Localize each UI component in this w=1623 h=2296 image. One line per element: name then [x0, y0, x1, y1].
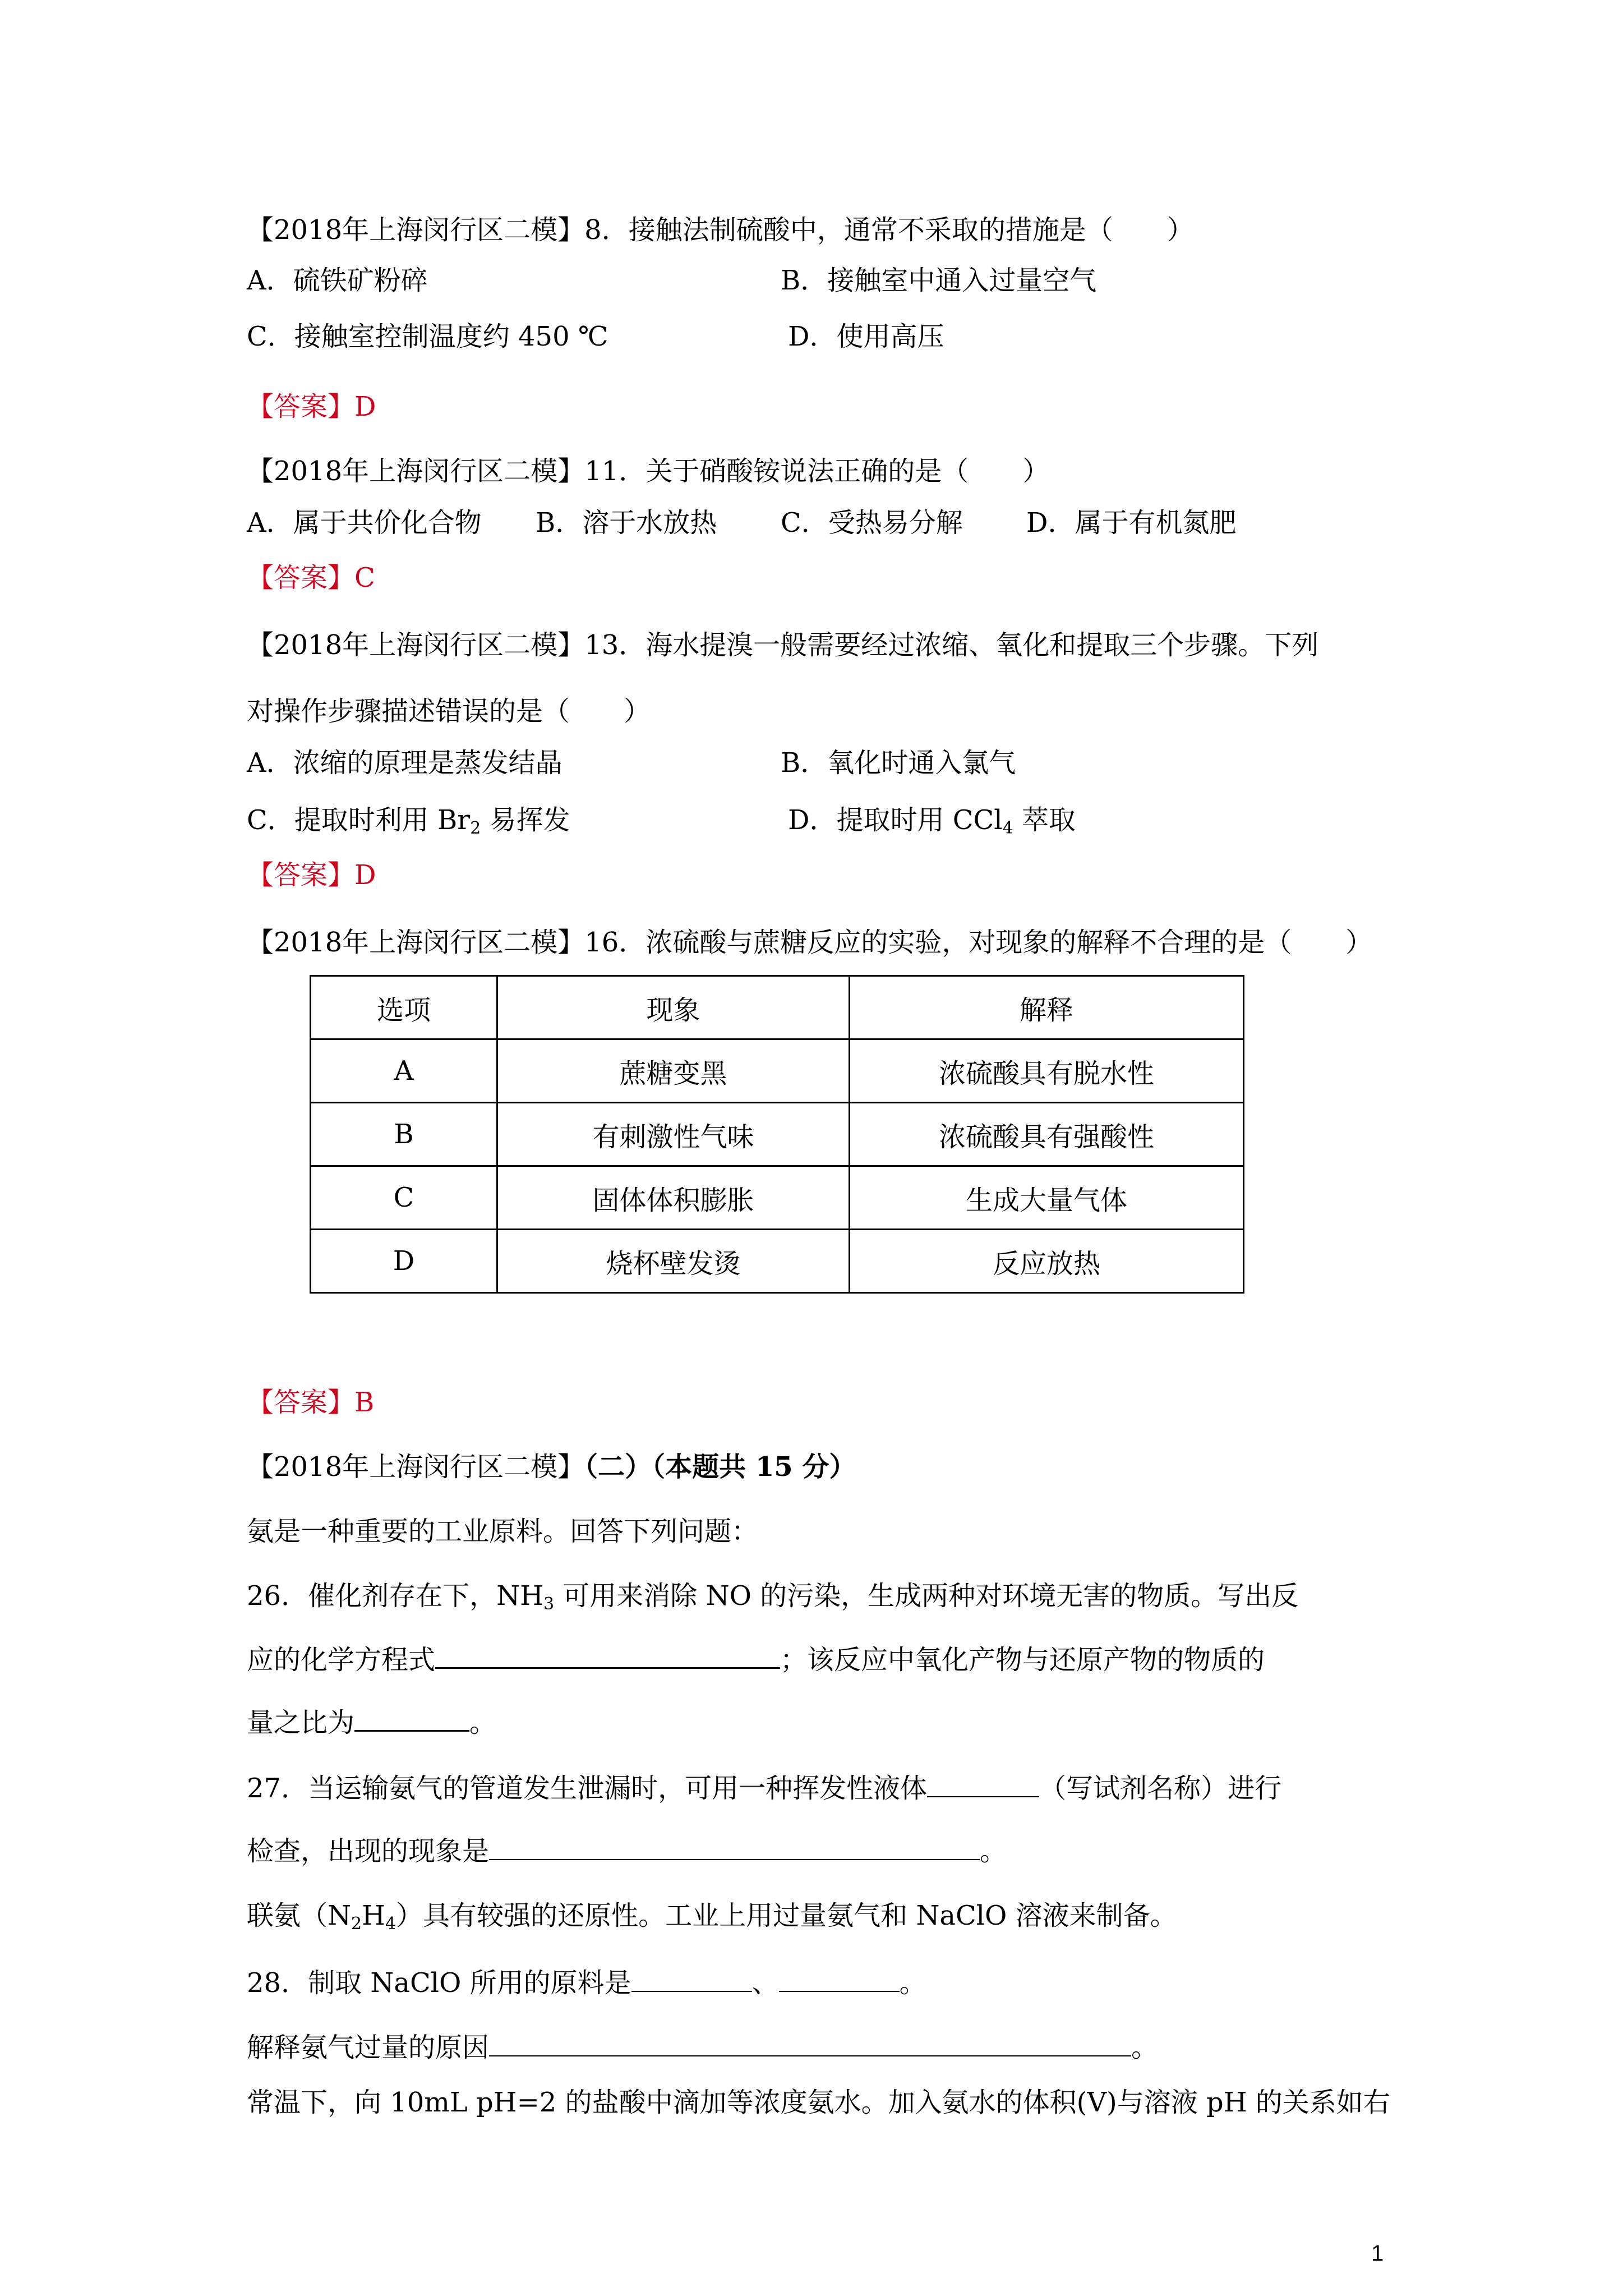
part2-header-source: 【2018年上海闵行区二模】	[247, 1451, 585, 1483]
q13-stem-line1: 【2018年上海闵行区二模】13．海水提溴一般需要经过浓缩、氧化和提取三个步骤。下列	[247, 629, 1319, 661]
table-cell: C	[311, 1166, 497, 1230]
lianan-tail: ）具有较强的还原性。工业上用过量氨气和 NaClO 溶液来制备。	[396, 1900, 1177, 1931]
q26-line3	[247, 1705, 496, 1740]
table-row	[311, 1230, 1244, 1293]
reagent-answer-blank[interactable]	[927, 1772, 1039, 1797]
table-cell: 蔗糖变黑	[497, 1039, 850, 1103]
q13-option-d-tail: 萃取	[1013, 804, 1076, 836]
q26-line1-tail: 可用来消除 NO 的污染，生成两种对环境无害的物质。写出反	[554, 1580, 1299, 1612]
lianan-text: 联氨（N	[247, 1900, 352, 1931]
table-cell: 固体体积膨胀	[497, 1166, 850, 1230]
q27-line1-text: 27．当运输氨气的管道发生泄漏时，可用一种挥发性液体	[247, 1773, 928, 1804]
q27-line2-text: 检查，出现的现象是	[247, 1835, 490, 1867]
q26-line3-text: 量之比为	[247, 1707, 355, 1738]
q13-answer: 【答案】D	[247, 859, 376, 891]
q27-line1	[247, 1772, 1281, 1805]
q13-option-c	[247, 803, 570, 845]
q13-option-a: A．浓缩的原理是蒸发结晶	[247, 747, 562, 779]
table-cell: B	[311, 1103, 497, 1166]
table-header-cell: 解释	[850, 976, 1244, 1039]
q28-separator: 、	[751, 1967, 779, 1999]
table-cell: 反应放热	[850, 1230, 1244, 1293]
lianan-line	[247, 1899, 1177, 1941]
table-cell: 有刺激性气味	[497, 1103, 850, 1166]
q8-option-c: C．接触室控制温度约 450 ℃	[247, 321, 608, 352]
part2-header-title: （二）（本题共 15 分）	[584, 1451, 856, 1483]
q11-option-b: B．溶于水放热	[536, 507, 717, 539]
q27-line2-tail: 。	[980, 1835, 1007, 1867]
q27-line1-tail: （写试剂名称）进行	[1039, 1773, 1282, 1804]
table-cell: 烧杯壁发烫	[497, 1230, 850, 1293]
table-row	[311, 1166, 1244, 1230]
part2-intro: 氨是一种重要的工业原料。回答下列问题：	[247, 1516, 759, 1547]
q11-answer: 【答案】C	[247, 562, 375, 593]
equation-answer-blank[interactable]	[435, 1642, 780, 1669]
q8-option-a: A．硫铁矿粉碎	[247, 265, 428, 296]
page-number: 1	[1371, 2241, 1384, 2266]
ratio-answer-blank[interactable]	[354, 1705, 469, 1732]
lianan-mid: H	[362, 1900, 385, 1931]
q11-stem: 【2018年上海闵行区二模】11．关于硝酸铵说法正确的是（ ）	[247, 455, 1050, 487]
q26-line2-text: 应的化学方程式	[247, 1644, 436, 1676]
q11-option-d: D．属于有机氮肥	[1026, 507, 1237, 539]
q8-answer: 【答案】D	[247, 391, 376, 422]
q26-line3-tail: 。	[469, 1707, 497, 1738]
q8-option-d: D．使用高压	[788, 321, 944, 352]
q8-stem: 【2018年上海闵行区二模】8．接触法制硫酸中，通常不采取的措施是（ ）	[247, 214, 1194, 246]
table-cell: 生成大量气体	[850, 1166, 1244, 1230]
q26-line1-text: 26．催化剂存在下，NH	[247, 1580, 543, 1612]
q13-option-c-text: C．提取时利用 Br	[247, 804, 471, 836]
q28-line1-tail: 。	[899, 1967, 926, 1999]
table-row	[311, 1103, 1244, 1166]
final-line: 常温下，向 10mL pH=2 的盐酸中滴加等浓度氨水。加入氨水的体积(V)与溶液 pH 的关系如右	[247, 2087, 1390, 2118]
q13-option-d-text: D．提取时用 CCl	[788, 804, 1003, 836]
raw-material-blank-2[interactable]	[779, 1966, 900, 1992]
q13-option-d	[788, 803, 1076, 845]
q28-line2	[247, 2031, 1158, 2064]
q16-answer: 【答案】B	[247, 1387, 375, 1418]
raw-material-blank-1[interactable]	[631, 1966, 752, 1992]
q28-line1	[247, 1966, 926, 2000]
q28-line1-text: 28．制取 NaClO 所用的原料是	[247, 1967, 631, 1999]
q27-line2	[247, 1834, 1007, 1868]
phenomenon-answer-blank[interactable]	[489, 1834, 980, 1860]
q26-line2-tail: ；该反应中氧化产物与还原产物的物质的	[780, 1644, 1265, 1676]
table-header-row	[311, 976, 1244, 1039]
q11-option-c: C．受热易分解	[781, 507, 963, 539]
q13-option-c-subscript: 2	[470, 818, 481, 838]
table-header-cell: 现象	[497, 976, 850, 1039]
q26-line2	[247, 1642, 1265, 1677]
lianan-subscript: 4	[385, 1914, 396, 1934]
q13-option-c-tail: 易挥发	[481, 804, 570, 836]
q28-line2-tail: 。	[1131, 2032, 1159, 2063]
q26-line1	[247, 1579, 1298, 1621]
q16-table	[310, 975, 1244, 1294]
q11-option-a: A．属于共价化合物	[247, 507, 482, 539]
table-cell: A	[311, 1039, 497, 1103]
reason-answer-blank[interactable]	[489, 2031, 1131, 2056]
table-cell: 浓硫酸具有强酸性	[850, 1103, 1244, 1166]
q26-subscript: 3	[543, 1594, 555, 1614]
table-cell: D	[311, 1230, 497, 1293]
q13-stem-line2: 对操作步骤描述错误的是（ ）	[247, 696, 651, 727]
q13-option-d-subscript: 4	[1002, 818, 1013, 838]
q16-stem: 【2018年上海闵行区二模】16．浓硫酸与蔗糖反应的实验，对现象的解释不合理的是（ ）	[247, 927, 1373, 958]
table-row	[311, 1039, 1244, 1103]
lianan-subscript: 2	[351, 1914, 362, 1934]
q13-option-b: B．氧化时通入氯气	[781, 747, 1016, 779]
part2-header	[247, 1450, 856, 1484]
table-header-cell: 选项	[311, 976, 497, 1039]
table-cell: 浓硫酸具有脱水性	[850, 1039, 1244, 1103]
q8-option-b: B．接触室中通入过量空气	[781, 265, 1097, 296]
q28-line2-text: 解释氨气过量的原因	[247, 2032, 490, 2063]
